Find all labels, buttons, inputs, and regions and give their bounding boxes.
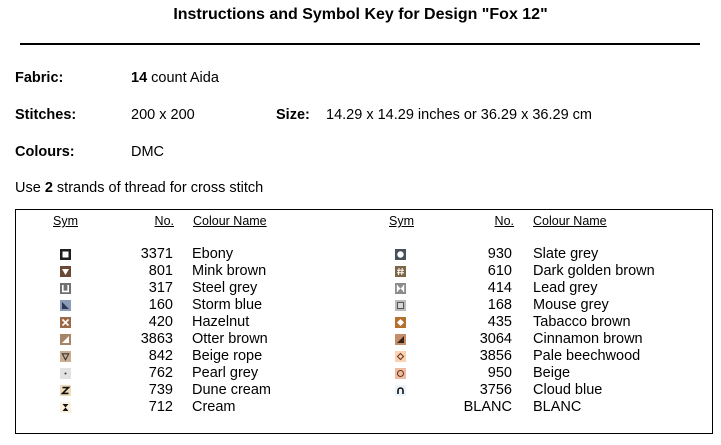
dot-icon xyxy=(60,368,71,379)
dmc-number: 712 xyxy=(148,398,173,415)
circle-filled-icon xyxy=(395,249,406,260)
colours-value: DMC xyxy=(131,144,165,160)
fabric-count: 14 xyxy=(131,70,148,86)
triangle-down-icon xyxy=(60,266,71,277)
dmc-number: BLANC xyxy=(463,398,512,415)
colour-name: Storm blue xyxy=(192,296,263,313)
header-sym-right: Sym xyxy=(389,214,414,228)
square-outline-icon xyxy=(60,249,71,260)
colours-label: Colours: xyxy=(15,144,75,160)
dmc-number: 3756 xyxy=(479,381,512,398)
strands-count: 2 xyxy=(44,180,53,196)
header-colour-name-right: Colour Name xyxy=(533,214,607,228)
corner-triangle-left-icon xyxy=(60,300,71,311)
diamond-outline-icon xyxy=(395,351,406,362)
bowtie-icon xyxy=(395,283,406,294)
corner-triangle-right-icon xyxy=(60,334,71,345)
triangle-down-outline-icon xyxy=(60,351,71,362)
colour-name: Ebony xyxy=(192,245,234,262)
colour-name: Hazelnut xyxy=(192,313,250,330)
dmc-number: 930 xyxy=(487,245,512,262)
colour-name: Beige rope xyxy=(192,347,263,364)
page-title: Instructions and Symbol Key for Design "Fox 12" xyxy=(173,6,548,23)
dmc-number: 3856 xyxy=(479,347,512,364)
dmc-number: 420 xyxy=(148,313,173,330)
dmc-number: 3863 xyxy=(140,330,173,347)
header-no-right: No. xyxy=(494,214,514,228)
fabric-type: count Aida xyxy=(147,70,219,86)
dmc-number: 435 xyxy=(487,313,512,330)
header-no-left: No. xyxy=(154,214,174,228)
hourglass-icon xyxy=(60,402,71,413)
circle-outline-icon xyxy=(395,368,406,379)
colour-name: Pearl grey xyxy=(192,364,259,381)
strands-suffix: strands of thread for cross stitch xyxy=(52,180,264,196)
strands-prefix: Use xyxy=(15,180,45,196)
strands-instruction xyxy=(15,179,263,197)
colour-name: Steel grey xyxy=(192,279,258,296)
size-label: Size: xyxy=(276,107,310,123)
header-sym-left: Sym xyxy=(53,214,78,228)
arch-icon xyxy=(395,385,406,396)
colour-name: Tabacco brown xyxy=(533,313,631,330)
cup-icon xyxy=(60,283,71,294)
dmc-number: 762 xyxy=(148,364,173,381)
dmc-number: 160 xyxy=(148,296,173,313)
dmc-number: 801 xyxy=(148,262,173,279)
x-mark-icon xyxy=(60,317,71,328)
colour-name: BLANC xyxy=(533,398,582,415)
dmc-number: 317 xyxy=(148,279,173,296)
colour-name: Cloud blue xyxy=(533,381,603,398)
corner-triangle-right-icon xyxy=(395,334,406,345)
square-inner-icon xyxy=(395,300,406,311)
dmc-number: 739 xyxy=(148,381,173,398)
dmc-number: 842 xyxy=(148,347,173,364)
size-value: 14.29 x 14.29 inches or 36.29 x 36.29 cm xyxy=(326,107,593,123)
title-divider xyxy=(20,43,700,45)
colour-name: Slate grey xyxy=(533,245,599,262)
header-colour-name-left: Colour Name xyxy=(193,214,267,228)
dmc-number: 414 xyxy=(487,279,512,296)
stitches-label: Stitches: xyxy=(15,107,77,123)
colour-name: Otter brown xyxy=(192,330,268,347)
dmc-number: 610 xyxy=(487,262,512,279)
diamond-filled-icon xyxy=(395,317,406,328)
colour-name: Dark golden brown xyxy=(533,262,655,279)
colour-name: Mink brown xyxy=(192,262,267,279)
fabric-value xyxy=(131,69,219,87)
colour-name: Mouse grey xyxy=(533,296,609,313)
colour-name: Cinnamon brown xyxy=(533,330,643,347)
colour-name: Beige xyxy=(533,364,571,381)
fabric-label: Fabric: xyxy=(15,70,64,86)
stitches-value: 200 x 200 xyxy=(131,107,195,123)
dmc-number: 3371 xyxy=(140,245,173,262)
hash-icon xyxy=(395,266,406,277)
colour-name: Dune cream xyxy=(192,381,271,398)
colour-name: Cream xyxy=(192,398,236,415)
dmc-number: 950 xyxy=(487,364,512,381)
dmc-number: 3064 xyxy=(479,330,512,347)
colour-name: Lead grey xyxy=(533,279,598,296)
blank-icon xyxy=(395,402,406,413)
z-letter-icon xyxy=(60,385,71,396)
colour-name: Pale beechwood xyxy=(533,347,641,364)
dmc-number: 168 xyxy=(487,296,512,313)
